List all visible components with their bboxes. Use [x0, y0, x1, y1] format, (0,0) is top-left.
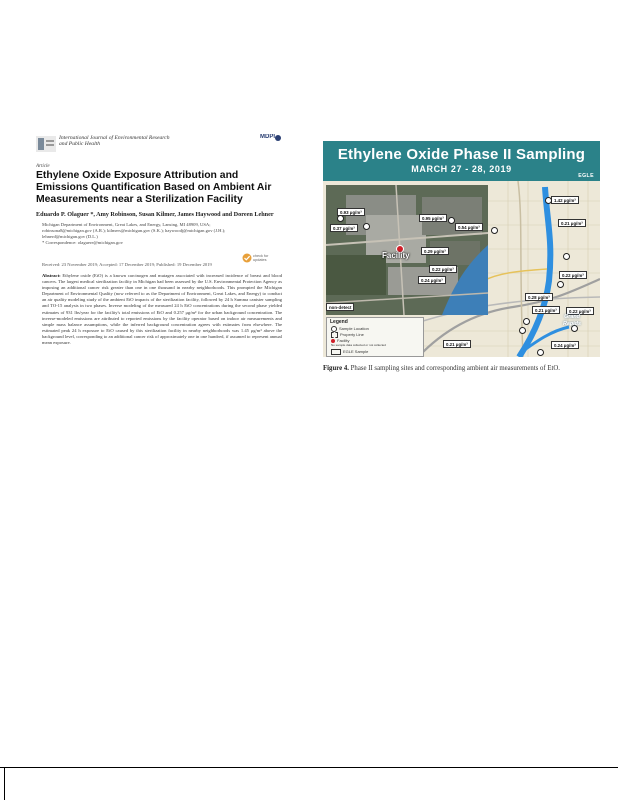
- abstract-text: Ethylene oxide (EtO) is a known carcinogen and mutagen associated with increased incidence of breast and blood cancers. The largest medical sterilization facility in Michigan had been assessed by the U.S. Environmental Protection Agency as imposing an additional cancer risk greater than one in one thousand in nearby neighborhoods. This prompted the Michigan Department of Environmental Quality (now referred to as the Department of Environment, Great Lakes, and Energy) to conduct an air quality modeling study of the ambient EtO impacts of the sterilization facility, followed by 24 h Summa canister sampling and TO-15 analysis in two phases. Inverse modeling of the measured 24 h EtO concentrations during the second phase yielded estimates of 931 lbs/year for the facility's total emissions of EtO and 0.257 μg/m³ for the urban background concentration. The inverse-modeled emissions are attributed to reported emissions by the facility operator based on indoor air measurements and simple mass balance assumptions, while the inferred background concentration agrees with estimates from elsewhere. The estimated peak 24 h exposure to EtO caused by this sterilization facility in nearby neighborhoods was 1.45 μg/m³ above the background level, corresponding to an additional cancer risk of approximately one in one hundred, if assumed to represent annual mean exposure.: [42, 273, 282, 346]
- journal-name: International Journal of Environmental Research and Public Health: [59, 135, 170, 148]
- figure-caption-label: Figure 4.: [323, 365, 349, 372]
- figure-caption-text: Phase II sampling sites and corresponding ambient air measurements of EtO.: [350, 365, 560, 372]
- figure-caption: [323, 365, 607, 372]
- paper-first-page: [36, 134, 284, 396]
- journal-logo-icon: [36, 136, 56, 152]
- egle-sample-icon: [331, 349, 341, 355]
- measurement-label: 0.28 μg/m³: [525, 293, 553, 301]
- sample-location-pin: [448, 217, 455, 224]
- place-label-grand-rapids: Grand Rapids: [563, 314, 581, 327]
- measurement-label: 0.95 μg/m³: [419, 214, 447, 222]
- check-updates-label: check for updates: [253, 254, 269, 263]
- measurement-label: 0.22 μg/m³: [559, 271, 587, 279]
- correspondence-line: * Correspondence: olaguere@michigan.gov: [42, 240, 123, 245]
- legend-item-label: Facility: [337, 338, 350, 343]
- legend-title: Legend: [330, 319, 348, 325]
- legend-item: [331, 349, 368, 355]
- sample-location-pin: [337, 215, 344, 222]
- publisher-name: MDPI: [260, 134, 275, 140]
- sample-location-pin: [545, 197, 552, 204]
- sample-location-pin: [491, 227, 498, 234]
- legend-item-label: No sample data collected or not collected: [331, 343, 386, 347]
- figure-banner: [323, 141, 600, 181]
- aerial-photo: [326, 185, 488, 315]
- legend-item-label: EGLE Sample: [343, 349, 369, 355]
- measurement-label: 0.22 μg/m³: [429, 265, 457, 273]
- map-legend: [326, 317, 424, 357]
- measurement-label: 0.37 μg/m³: [330, 224, 358, 232]
- affiliations: [42, 222, 242, 246]
- measurement-label: 1.42 μg/m³: [551, 196, 579, 204]
- affiliation-line: robinsona8@michigan.gov (A.R.); kilmers@michigan.gov (S.K.); haywoodj@michigan.gov (J.H.);: [42, 228, 226, 233]
- legend-item-label: Property Line: [340, 332, 364, 338]
- affiliation-line: lehnerd@michigan.gov (D.L.): [42, 234, 98, 239]
- non-detect-label: non-detect: [326, 303, 354, 311]
- facility-label: Facility: [382, 251, 410, 260]
- sample-location-pin: [537, 349, 544, 356]
- publisher-logo: [256, 134, 282, 148]
- abstract: [42, 273, 282, 396]
- sample-location-pin: [563, 253, 570, 260]
- article-type: Article: [36, 164, 50, 169]
- abstract-label: Abstract:: [42, 273, 61, 278]
- sample-location-pin: [523, 318, 530, 325]
- received-dates: Received: 23 November 2019; Accepted: 17 December 2019; Published: 19 December 2019: [42, 262, 212, 267]
- measurement-label: 0.29 μg/m³: [421, 247, 449, 255]
- journal-header: [36, 134, 284, 158]
- aerial-photo-inset: [326, 185, 488, 315]
- sample-location-pin: [519, 327, 526, 334]
- affiliation-line: Michigan Department of Environment, Great Lakes, and Energy, Lansing, MI 48909, USA;: [42, 222, 211, 227]
- measurement-label: 0.24 μg/m³: [551, 341, 579, 349]
- measurement-label: 0.93 μg/m³: [337, 208, 365, 216]
- check-updates-icon: [242, 253, 252, 263]
- footer-left-rule: [4, 767, 5, 800]
- measurement-label: 0.54 μg/m³: [455, 223, 483, 231]
- figure-banner-title: Ethylene Oxide Phase II Sampling: [337, 146, 586, 163]
- paper-title: Ethylene Oxide Exposure Attribution and Emissions Quantification Based on Ambient Air Measurements near a Sterilization Facility: [36, 170, 272, 205]
- figure-4: [323, 141, 600, 357]
- paper-authors: Eduardo P. Olaguer *, Amy Robinson, Susan Kilmer, James Haywood and Doreen Lehner: [36, 211, 274, 218]
- sampling-map: [323, 181, 600, 357]
- sample-location-pin: [557, 281, 564, 288]
- legend-item-label: Sample Location: [339, 326, 369, 332]
- measurement-label: 0.24 μg/m³: [418, 276, 446, 284]
- legend-item: [331, 343, 386, 347]
- measurement-label: 0.22 μg/m³: [566, 307, 594, 315]
- sample-location-pin: [363, 223, 370, 230]
- measurement-label: 0.21 μg/m³: [558, 219, 586, 227]
- figure-banner-date: MARCH 27 - 28, 2019: [411, 164, 512, 174]
- agency-logo: EGLE: [578, 173, 594, 179]
- check-for-updates-badge[interactable]: [242, 253, 280, 265]
- measurement-label: 0.21 μg/m³: [443, 340, 471, 348]
- footer-rule: [0, 767, 618, 768]
- measurement-label: 0.21 μg/m³: [532, 306, 560, 314]
